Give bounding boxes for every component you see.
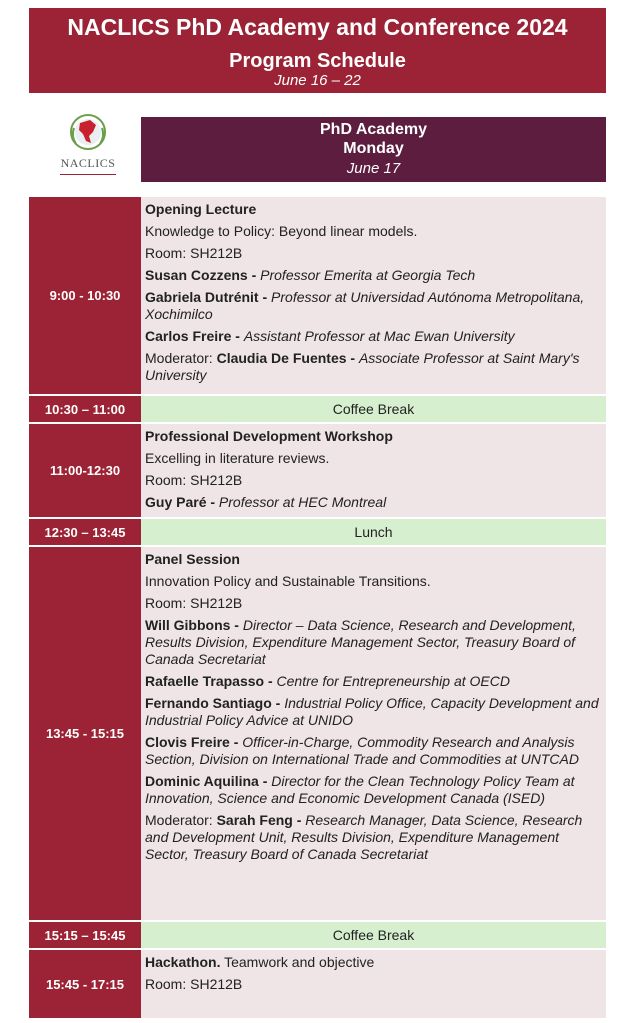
- speaker-role: Professor at HEC Montreal: [218, 494, 387, 510]
- session-title: Professional Development Workshop: [145, 428, 393, 444]
- speaker-name: Susan Cozzens -: [145, 267, 261, 283]
- speaker-role: Assistant Professor at Mac Ewan University: [243, 328, 515, 344]
- moderator: [145, 812, 602, 863]
- speaker-name: Gabriela Dutrénit -: [145, 289, 272, 305]
- naclics-logo: [56, 110, 120, 186]
- speaker-role: Professor Emerita at Georgia Tech: [260, 267, 476, 283]
- session-title: Hackathon.: [145, 954, 221, 970]
- logo-underline: [60, 174, 116, 175]
- moderator-role: Research Manager, Data Science, Research and Development Unit, Results Division, Expenditure Management Sector, Treasury Board of Canada Secretariat: [145, 812, 583, 862]
- day-header: [141, 117, 606, 182]
- time-workshop: 11:00-12:30: [29, 424, 141, 517]
- session-hackathon: [141, 950, 606, 1018]
- speaker-name: Rafaelle Trapasso -: [145, 673, 277, 689]
- session-title: Panel Session: [145, 551, 240, 567]
- speaker-role: Director for the Clean Technology Policy Team at Innovation, Science and Economic Development Canada (ISED): [145, 773, 575, 806]
- track-name: PhD Academy: [320, 121, 427, 138]
- speaker: [145, 289, 602, 323]
- moderator-role: Associate Professor at Saint Mary's University: [145, 350, 580, 383]
- speaker-name: Will Gibbons -: [145, 617, 243, 633]
- speaker-role: Professor at Universidad Autónoma Metropolitana, Xochimilco: [145, 289, 585, 322]
- speaker: [145, 494, 602, 511]
- time-panel: 13:45 - 15:15: [29, 547, 141, 920]
- speaker-role: Industrial Policy Office, Capacity Development and Industrial Policy Advice at UNIDO: [145, 695, 599, 728]
- moderator-name: Claudia De Fuentes -: [216, 350, 359, 366]
- time-lunch: 12:30 – 13:45: [29, 519, 141, 545]
- speaker-name: Carlos Freire -: [145, 328, 244, 344]
- speaker-name: Clovis Freire -: [145, 734, 243, 750]
- conference-header: [29, 8, 606, 93]
- lunch-break: Lunch: [141, 519, 606, 545]
- session-topic: Innovation Policy and Sustainable Transitions.: [145, 573, 431, 589]
- session-room: Room: SH212B: [145, 245, 243, 261]
- session-panel: [141, 547, 606, 920]
- time-break-1: 10:30 – 11:00: [29, 396, 141, 422]
- speaker-name: Guy Paré -: [145, 494, 219, 510]
- day-date: June 17: [346, 160, 401, 177]
- speaker-name: Fernando Santiago -: [145, 695, 285, 711]
- coffee-break-2: Coffee Break: [141, 922, 606, 948]
- speaker: [145, 773, 602, 807]
- session-opening: [141, 197, 606, 394]
- speaker-name: Dominic Aquilina -: [145, 773, 272, 789]
- moderator-label: Moderator:: [145, 812, 217, 828]
- time-hackathon: 15:45 - 17:15: [29, 950, 141, 1018]
- session-workshop: [141, 424, 606, 517]
- session-topic: Teamwork and objective: [220, 954, 375, 970]
- coffee-break-1: Coffee Break: [141, 396, 606, 422]
- session-topic: Excelling in literature reviews.: [145, 450, 330, 466]
- session-room: Room: SH212B: [145, 595, 243, 611]
- session-room: Room: SH212B: [145, 976, 243, 992]
- session-title-line: [145, 954, 602, 971]
- session-title: Opening Lecture: [145, 201, 257, 217]
- conference-title: NACLICS PhD Academy and Conference 2024: [67, 14, 568, 40]
- day-name: Monday: [343, 140, 404, 157]
- speaker: [145, 267, 602, 284]
- speaker: [145, 617, 602, 668]
- moderator: [145, 350, 602, 384]
- speaker-role: Centre for Entrepreneurship at OECD: [276, 673, 510, 689]
- speaker-role: Director – Data Science, Research and Development, Results Division, Expenditure Management Sector, Treasury Board of Canada Secretariat: [145, 617, 576, 667]
- moderator-name: Sarah Feng -: [216, 812, 306, 828]
- globe-icon: [68, 110, 108, 154]
- time-opening: 9:00 - 10:30: [29, 197, 141, 394]
- session-topic: Knowledge to Policy: Beyond linear models.: [145, 223, 418, 239]
- conference-dates: June 16 – 22: [274, 72, 361, 89]
- speaker: [145, 695, 602, 729]
- time-break-2: 15:15 – 15:45: [29, 922, 141, 948]
- logo-text: NACLICS: [60, 156, 116, 170]
- speaker: [145, 734, 602, 768]
- moderator-label: Moderator:: [145, 350, 217, 366]
- speaker-role: Officer-in-Charge, Commodity Research and Analysis Section, Division on International Trade and Commodities at UNTCAD: [145, 734, 579, 767]
- speaker: [145, 673, 602, 690]
- session-room: Room: SH212B: [145, 472, 243, 488]
- program-subtitle: Program Schedule: [229, 50, 406, 72]
- speaker: [145, 328, 602, 345]
